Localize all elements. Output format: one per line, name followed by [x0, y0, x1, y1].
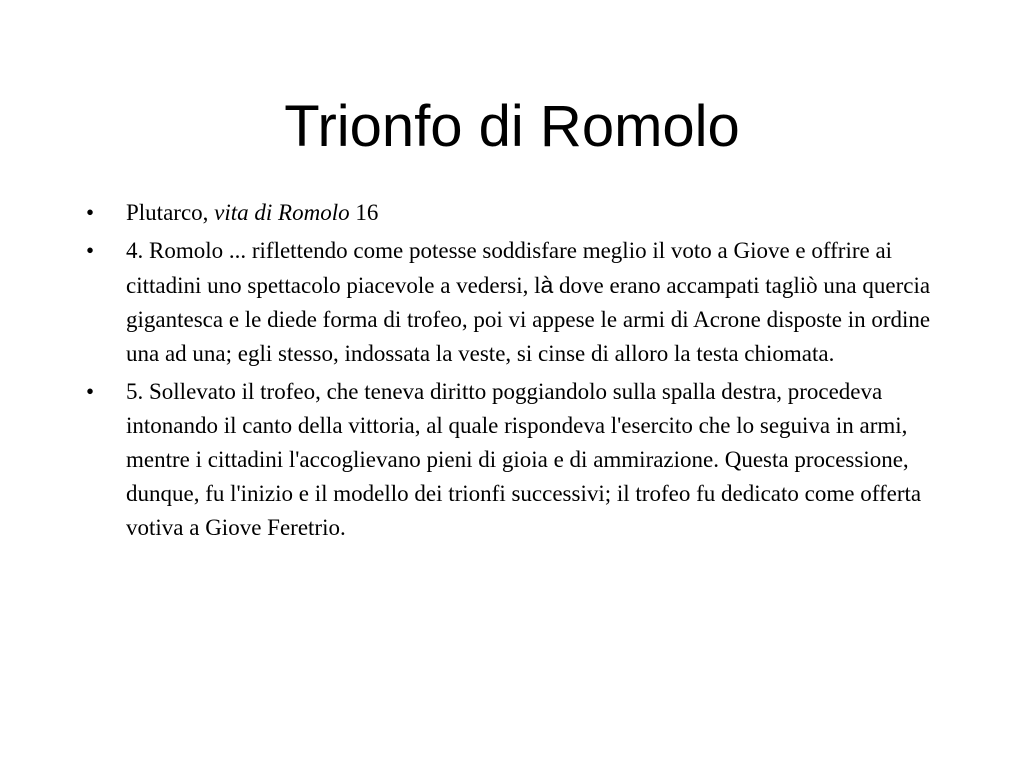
bullet-item-source — [80, 196, 960, 230]
bullet-item-paragraph-4 — [80, 234, 960, 371]
bullet-marker: • — [86, 200, 95, 225]
bullet-marker: • — [86, 379, 95, 404]
bullet-text — [126, 200, 378, 225]
source-work-title: vita di Romolo — [214, 200, 350, 225]
paragraph-5-text: 5. Sollevato il trofeo, che teneva diritto poggiandolo sulla spalla destra, procedeva intonando il canto della vittoria, al quale rispondeva l'esercito che lo seguiva in armi, mentre i cittadini l'accoglievano pieni di gioia e di ammirazione. Questa processione, dunque, fu l'inizio e il modello dei trionfi successivi; il trofeo fu dedicato come offerta votiva a Giove Feretrio. — [126, 379, 922, 540]
paragraph-4-text-end: dove erano accampati tagliò una quercia gigantesca e le diede forma di trofeo, poi vi appese le armi di Acrone disposte in ordine una ad una; egli stesso, indossata la veste, si cinse di alloro la testa chiomata. — [126, 273, 931, 366]
bullet-list — [80, 196, 960, 549]
source-chapter: 16 — [349, 200, 379, 225]
bullet-item-paragraph-5 — [80, 375, 960, 545]
paragraph-4-text-start: 4. Romolo ... riflettendo come potesse soddisfare meglio il voto a Giove e offrire ai cittadini uno spettacolo piacevole a vedersi, l — [126, 238, 893, 298]
slide-title: Trionfo di Romolo — [284, 94, 740, 159]
bullet-marker: • — [86, 238, 95, 263]
bullet-text — [126, 238, 930, 366]
source-author: Plutarco, — [126, 200, 215, 225]
paragraph-4-accented-letter: à — [540, 272, 554, 298]
